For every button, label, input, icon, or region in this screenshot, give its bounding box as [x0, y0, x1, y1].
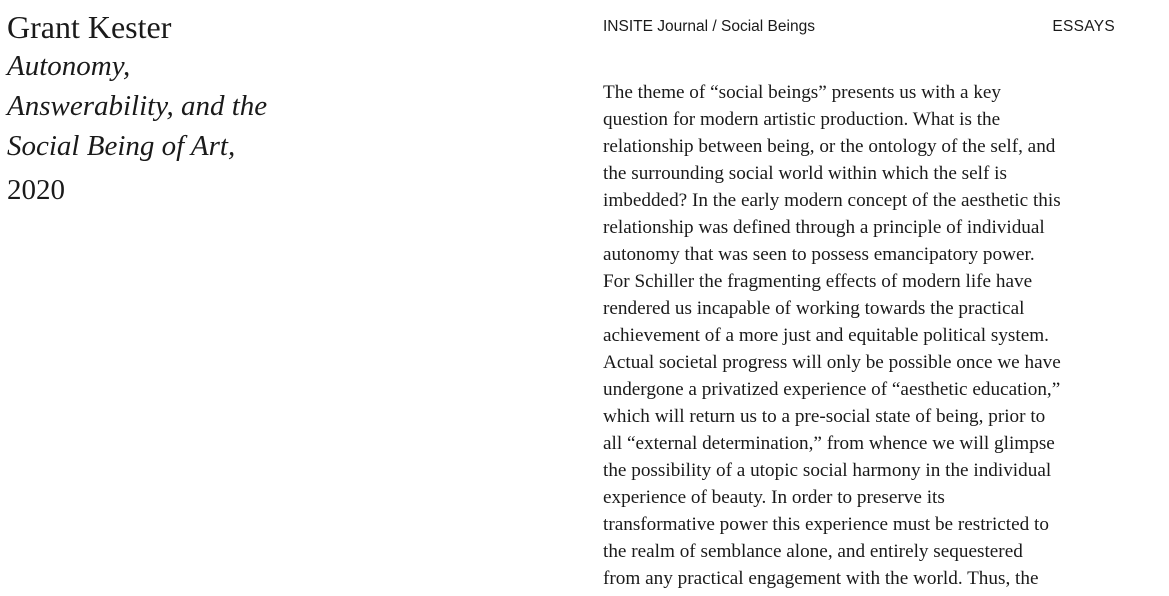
body-text-line: the realm of semblance alone, and entirely sequestered — [603, 541, 1023, 562]
body-text-line: For Schiller the fragmenting effects of modern life have — [603, 271, 1033, 292]
body-text-line: which will return us to a pre-social state of being, prior to — [603, 406, 1046, 427]
article-header — [7, 8, 327, 210]
body-text-line: experience of beauty. In order to preserve its — [603, 487, 945, 508]
essay-title — [7, 46, 327, 166]
body-text-line: transformative power this experience must be restricted to — [603, 514, 1049, 535]
article-body — [603, 79, 1123, 592]
essays-link[interactable]: ESSAYS — [1052, 18, 1115, 35]
breadcrumb — [603, 17, 815, 37]
journal-link[interactable]: INSITE Journal — [603, 18, 709, 35]
body-text-line: from any practical engagement with the world. Thus, the — [603, 568, 1039, 589]
body-text-line: The theme of “social beings” presents us with a key — [603, 82, 1002, 103]
author-name: Grant Kester — [7, 9, 172, 45]
publication-year: 2020 — [7, 174, 65, 206]
essay-title-line: Answerability, and the — [7, 90, 268, 122]
essay-title-line: Social Being of Art, — [7, 130, 236, 162]
body-text-line: autonomy that was seen to possess emancipatory power. — [603, 244, 1035, 265]
essay-title-line: Autonomy, — [7, 50, 131, 82]
body-text-line: undergone a privatized experience of “aesthetic education,” — [603, 379, 1061, 400]
issue-link[interactable]: Social Beings — [721, 18, 815, 35]
top-navigation — [603, 17, 1115, 37]
body-text-line: achievement of a more just and equitable political system. — [603, 325, 1049, 346]
body-text-line: imbedded? In the early modern concept of the aesthetic this — [603, 190, 1061, 211]
body-text-line: the possibility of a utopic social harmony in the individual — [603, 460, 1052, 481]
body-text-line: relationship was defined through a principle of individual — [603, 217, 1045, 238]
body-text-line: all “external determination,” from whence we will glimpse — [603, 433, 1055, 454]
body-text-line: Actual societal progress will only be possible once we have — [603, 352, 1061, 373]
breadcrumb-separator: / — [708, 18, 722, 35]
body-text-line: rendered us incapable of working towards the practical — [603, 298, 1025, 319]
body-text-line: question for modern artistic production. What is the — [603, 109, 1001, 130]
body-text-line: relationship between being, or the ontology of the self, and — [603, 136, 1056, 157]
body-text-line: the surrounding social world within which the self is — [603, 163, 1007, 184]
